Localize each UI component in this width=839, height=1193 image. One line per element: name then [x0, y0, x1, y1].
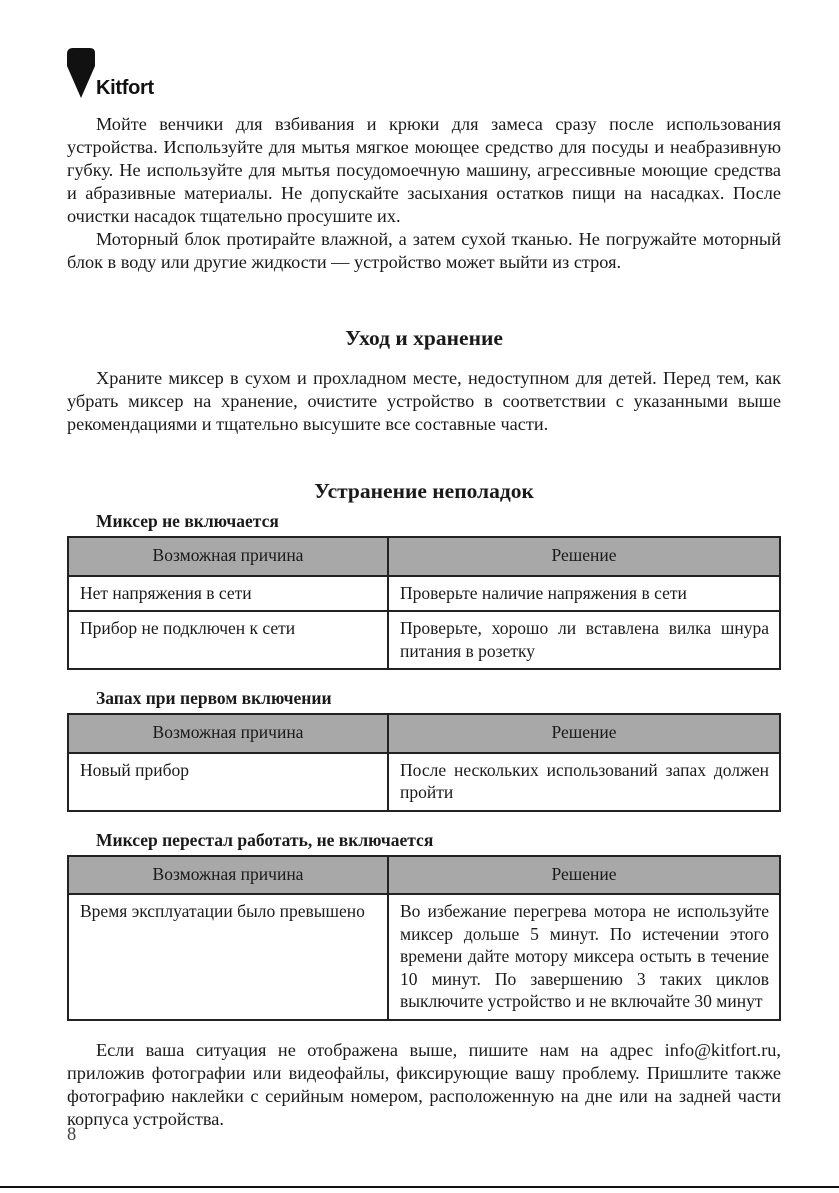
troubleshooting-table-3 — [67, 855, 781, 1021]
solution-cell: Во избежание перегрева мотора не используйте миксер дольше 5 минут. По истечении этого времени дайте мотору миксера остыть в течение 10 минут. По завершению 3 таких циклов выключите устройство и не включайте 30 минут — [388, 894, 780, 1020]
intro-paragraph-1: Мойте венчики для взбивания и крюки для замеса сразу после использования устройства. Используйте для мытья мягкое моющее средство для посуды и неабразивную губку. Не используйте для мытья посудомоечную машину, агрессивные моющие средства и абразивные материалы. Не допускайте засыхания остатков пищи на насадках. После очистки насадок тщательно просушите их. — [67, 114, 781, 226]
header-solution: Решение — [388, 714, 780, 753]
kitfort-logo-icon — [67, 48, 95, 98]
table-row — [68, 576, 780, 612]
care-title: Уход и хранение — [345, 326, 503, 350]
solution-cell: Проверьте наличие напряжения в сети — [388, 576, 780, 612]
section-heading-3: Миксер перестал работать, не включается — [96, 829, 434, 850]
contact-paragraph: Если ваша ситуация не отображена выше, пишите нам на адрес info@kitfort.ru, приложив фотографии или видеофайлы, фиксирующие вашу проблему. Пришлите также фотографию наклейки с серийным номером, расположенную на дне или на задней части корпуса устройства. — [67, 1039, 781, 1129]
header-solution: Решение — [388, 537, 780, 576]
solution-cell: После нескольких использований запах должен пройти — [388, 753, 780, 811]
logo-text: Kitfort — [96, 77, 154, 99]
troubleshooting-title: Устранение неполадок — [314, 479, 534, 503]
header-cause: Возможная причина — [68, 714, 388, 753]
page-number: 8 — [67, 1125, 77, 1145]
troubleshooting-table-2 — [67, 713, 781, 812]
care-paragraph: Храните миксер в сухом и прохладном месте, недоступном для детей. Перед тем, как убрать миксер на хранение, очистите устройство в соответствии с указанными выше рекомендациями и тщательно высушите все составные части. — [67, 368, 781, 434]
page-content — [67, 113, 781, 1131]
table-header-row — [68, 714, 780, 753]
cause-cell: Время эксплуатации было превышено — [68, 894, 388, 1020]
bottom-divider — [0, 1186, 839, 1188]
table-row — [68, 894, 780, 1020]
table-header-row — [68, 537, 780, 576]
section-heading-1: Миксер не включается — [96, 511, 279, 531]
table-row — [68, 611, 780, 669]
header-cause: Возможная причина — [68, 537, 388, 576]
troubleshooting-table-1 — [67, 536, 781, 670]
cause-cell: Прибор не подключен к сети — [68, 611, 388, 669]
table-row — [68, 753, 780, 811]
section-heading-2: Запах при первом включении — [96, 688, 332, 708]
solution-cell: Проверьте, хорошо ли вставлена вилка шнура питания в розетку — [388, 611, 780, 669]
header-solution: Решение — [388, 856, 780, 895]
intro-paragraph-2: Моторный блок протирайте влажной, а затем сухой тканью. Не погружайте моторный блок в воду или другие жидкости — устройство может выйти из строя. — [67, 229, 781, 272]
header-cause: Возможная причина — [68, 856, 388, 895]
cause-cell: Новый прибор — [68, 753, 388, 811]
cause-cell: Нет напряжения в сети — [68, 576, 388, 612]
table-header-row — [68, 856, 780, 895]
